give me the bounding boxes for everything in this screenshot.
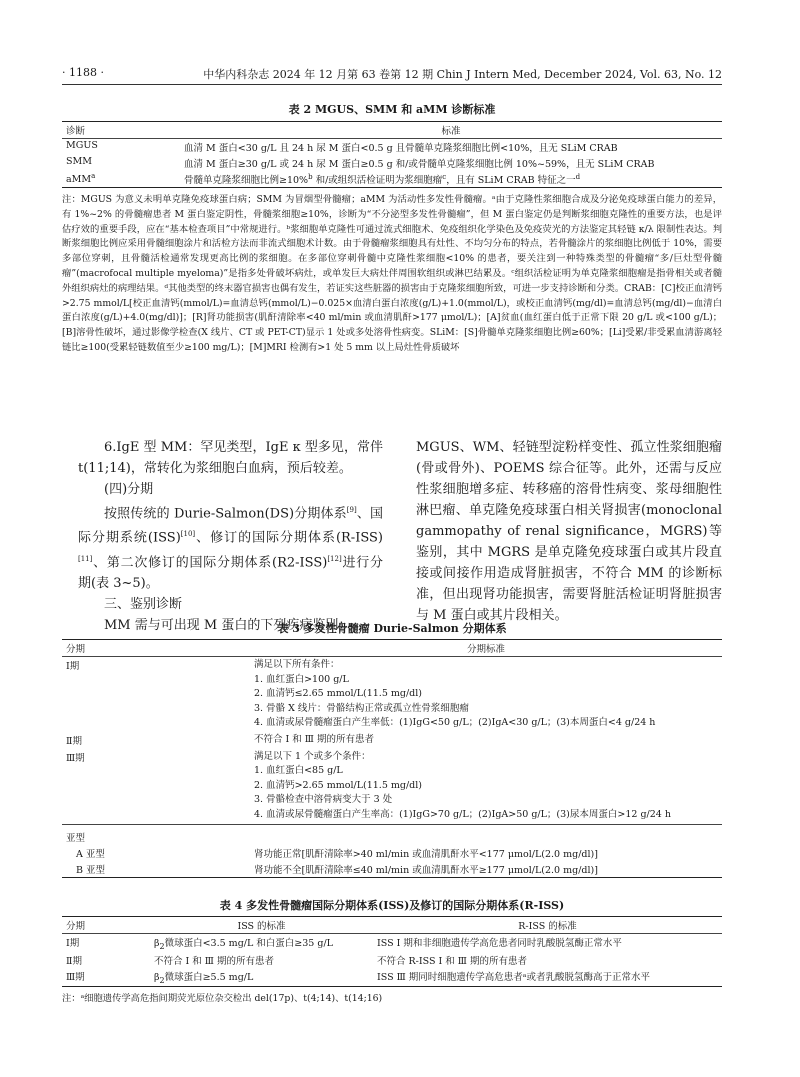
table3-subtype: A 亚型 — [76, 848, 105, 860]
table3-subtype-criteria: 肾功能不全[肌酐清除率≤40 ml/min 或血清肌酐水平≥177 μmol/L(2.0 mg/dl)] — [254, 864, 598, 876]
table2-dx: MGUS — [66, 140, 98, 151]
page-number: · 1188 · — [62, 66, 104, 79]
table-row — [62, 171, 722, 188]
table3-caption: 表 3 多发性骨髓瘤 Durie-Salmon 分期体系 — [277, 622, 507, 635]
section-heading: (四)分期 — [104, 482, 154, 497]
table4-caption: 表 4 多发性骨髓瘤国际分期体系(ISS)及修订的国际分期体系(R-ISS) — [219, 899, 565, 912]
table4-header-riss: R-ISS 的标准 — [518, 921, 577, 932]
table2-dx: aMM$^a$ — [66, 172, 96, 186]
paragraph: MM 需与可出现 M 蛋白的下列疾病鉴别： — [104, 617, 352, 633]
table-row — [62, 845, 722, 861]
paragraph: 按照传统的 Durie-Salmon(DS)分期体系[9]、国际分期系统(ISS)[10]、修订的国际分期体系(R-ISS)[11]、第二次修订的国际分期体系(R2-ISS)[12]进行分期(表 3~5)。 — [78, 506, 383, 591]
table3 — [62, 639, 722, 878]
table3-header-criteria: 分期标准 — [466, 644, 505, 655]
table4-stage: Ⅲ期 — [66, 971, 85, 983]
table3-subtype-label: 亚型 — [66, 832, 86, 844]
paragraph: 6.IgE 型 MM：罕见类型，IgE κ 型多见，常伴 t(11;14)，常转化为浆细胞白血病，预后较差。 — [78, 440, 383, 476]
table2-dx: SMM — [66, 156, 92, 167]
table3-subtype-criteria: 肾功能正常[肌酐清除率>40 ml/min 或血清肌酐水平<177 μmol/L(2.0 mg/dl)] — [254, 848, 598, 860]
table2-criteria: 血清 M 蛋白≥30 g/L 或 24 h 尿 M 蛋白≥0.5 g 和/或骨髓单克隆浆细胞比例 10%~59%，且无 SLiM CRAB — [184, 159, 655, 170]
table2-criteria: 血清 M 蛋白<30 g/L 且 24 h 尿 M 蛋白<0.5 g 且骨髓单克隆浆细胞比例<10%，且无 SLiM CRAB — [184, 143, 618, 154]
table3-stage: Ⅲ期 — [66, 752, 85, 764]
table4-iss: $\beta_2$微球蛋白<3.5 mg/L 和白蛋白≥35 g/L — [154, 938, 333, 951]
table-row — [62, 861, 722, 878]
body-left-column — [78, 437, 383, 636]
table4-riss: ISS Ⅲ 期同时细胞遗传学高危患者ᵃ或者乳酸脱氢酶高于正常水平 — [377, 971, 650, 983]
table3-criteria: 满足以下所有条件： 1. 血红蛋白>100 g/L 2. 血清钙≤2.65 mmol/L(11.5 mg/dl) 3. 骨骼 X 线片：骨骼结构正常或孤立性骨浆细胞瘤 4. 血清或尿骨髓瘤蛋白产生率低：(1)IgG<50 g/L；(2)IgA<30 g/L；(3)本周蛋白<4 g/24 h — [254, 659, 656, 729]
table4-note: 注：ᵃ细胞遗传学高危指间期荧光原位杂交检出 del(17p)、t(4;14)、t(14;16) — [62, 993, 383, 1004]
paragraph: MGUS、WM、轻链型淀粉样变性、孤立性浆细胞瘤(骨或骨外)、POEMS 综合征等。此外，还需与反应性浆细胞增多症、转移癌的溶骨性病变、浆母细胞性淋巴瘤、单克隆免疫球蛋白相关肾损害(monoclonal gammopathy of renal significance，MGRS)等鉴别，其中 MGRS 是单克隆免疫球蛋白或其片段直接或间接作用造成肾脏损害，不符合 MM 的诊断标准，但出现肾功能损害，需要肾脏活检证明肾脏损害与 M 蛋白或其片段相关。 — [416, 440, 722, 623]
table4-stage: Ⅱ期 — [66, 955, 82, 967]
table4-header-stage: 分期 — [66, 921, 86, 932]
header-rule — [62, 84, 722, 85]
table3-header-stage: 分期 — [66, 644, 86, 655]
table4-iss: 不符合 Ⅰ 和 Ⅲ 期的所有患者 — [154, 955, 274, 967]
table4-riss: ISS Ⅰ 期和非细胞遗传学高危患者同时乳酸脱氢酶正常水平 — [377, 938, 622, 949]
table-row — [62, 824, 722, 845]
table2-header-dx: 诊断 — [66, 126, 86, 137]
table-row — [62, 934, 722, 952]
table3-criteria: 满足以下 1 个或多个条件： 1. 血红蛋白<85 g/L 2. 血清钙>2.65 mmol/L(11.5 mg/dl) 3. 骨骼检查中溶骨病变大于 3 处 4. 血清或尿骨髓瘤蛋白产生率高：(1)IgG>70 g/L；(2)IgA>50 g/L；(3)尿本周蛋白>12 g/24 h — [254, 750, 671, 820]
body-right-column — [416, 437, 722, 626]
table4-iss: $\beta_2$微球蛋白≥5.5 mg/L — [154, 971, 254, 985]
table3-criteria: 不符合 Ⅰ 和 Ⅲ 期的所有患者 — [254, 733, 374, 745]
table-row — [62, 968, 722, 986]
table2 — [62, 121, 722, 188]
table2-header-criteria: 标准 — [441, 126, 461, 137]
table3-stage: Ⅰ期 — [66, 661, 80, 672]
table2-notes: 注：MGUS 为意义未明单克隆免疫球蛋白病；SMM 为冒烟型骨髓瘤；aMM 为活动性多发性骨髓瘤。ᵃ由于克隆性浆细胞合成及分泌免疫球蛋白能力的差异，有 1%~2% 的骨髓瘤患者 M 蛋白鉴定阴性，骨髓浆细胞≥10%，诊断为“不分泌型多发性骨髓瘤”，但 M 蛋白鉴定仍是判断浆细胞克隆性的重要方法，也是评估疗效的重要手段，应在“基本检查项目”中常规进行。ᵇ浆细胞单克隆性可通过流式细胞术、免疫组织化学染色及免疫荧光的方法鉴定其轻链 κ/λ 限制性表达。判断浆细胞比例应采用骨髓细胞涂片和活检方法而非流式细胞术计数。由于骨髓瘤浆细胞具有灶性、不均匀分布的特点，若骨髓涂片的浆细胞比例低于 10%，需要多部位穿刺，且骨髓活检通常发现更高比例的浆细胞。在多部位穿刺骨髓中克隆性浆细胞<10% 的患者，要关注到一种特殊类型的骨髓瘤“多/巨灶型骨髓瘤”(macrofocal multiple myeloma)”是指多处骨破坏病灶，或单发巨大病灶伴周围软组织或淋巴结累及。ᶜ组织活检证明为单克隆浆细胞瘤是指骨相关或者髓外组织病灶的病理结果。ᵈ其他类型的终末器官损害也偶有发生，若证实这些脏器的损害由于克隆浆细胞所致，可进一步支持诊断和分类。CRAB：[C]校正血清钙>2.75 mmol/L[校正血清钙(mmol/L)=血清总钙(mmol/L)−0.025×血清白蛋白浓度(g/L)+1.0(mmol/L)，或校正血清钙(mg/dl)=血清总钙(mg/dl)−血清白蛋白浓度(g/L)+4.0(mg/dl)]；[R]肾功能损害(肌酐清除率<40 ml/min 或血清肌酐>177 μmol/L)；[A]贫血(血红蛋白低于正常下限 20 g/L 或<100 g/L)；[B]溶骨性破坏，通过影像学检查(X 线片、CT 或 PET-CT)显示 1 处或多处溶骨性病变。SLiM：[S]骨髓单克隆浆细胞比例≥60%；[Li]受累/非受累血清游离轻链比≥100(受累轻链数值至少≥100 mg/L)；[M]MRI 检测有>1 处 5 mm 以上局灶性骨质破坏 — [62, 194, 722, 353]
table-row — [62, 952, 722, 968]
table-row — [62, 139, 722, 156]
table4-stage: Ⅰ期 — [66, 938, 80, 949]
section-heading: 三、鉴别诊断 — [104, 596, 183, 612]
journal-header: 中华内科杂志 2024 年 12 月第 63 卷第 12 期 Chin J Intern Med, December 2024, Vol. 63, No. 12 — [203, 68, 722, 81]
table-row — [62, 749, 722, 824]
table3-subtype: B 亚型 — [76, 864, 106, 876]
table4-riss: 不符合 R-ISS Ⅰ 和 Ⅲ 期的所有患者 — [377, 955, 527, 967]
table-row — [62, 732, 722, 749]
table-row — [62, 657, 722, 732]
table4-header-iss: ISS 的标准 — [237, 921, 286, 932]
table2-criteria: 骨髓单克隆浆细胞比例≥10%$^b$ 和/或组织活检证明为浆细胞瘤$^c$，且有 SLiM CRAB 特征之一$^d$ — [184, 172, 581, 186]
table-row — [62, 155, 722, 171]
table2-caption: 表 2 MGUS、SMM 和 aMM 诊断标准 — [288, 103, 496, 116]
table3-stage: Ⅱ期 — [66, 735, 82, 747]
table4 — [62, 916, 722, 987]
